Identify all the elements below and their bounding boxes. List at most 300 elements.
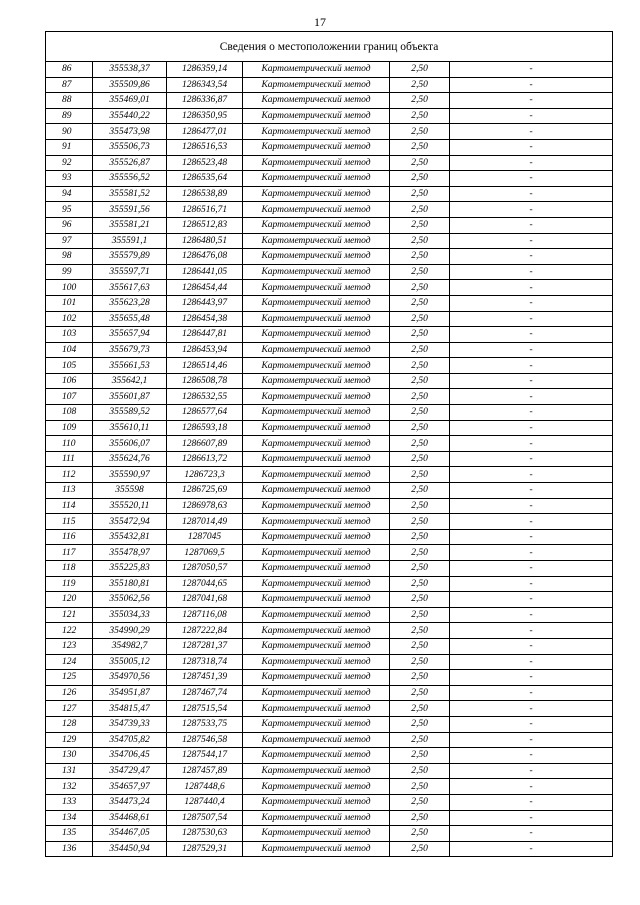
method-cell: Картометрический метод (243, 607, 390, 623)
accuracy-cell: 2,50 (390, 171, 450, 187)
accuracy-cell: 2,50 (390, 498, 450, 514)
y-coordinate-cell: 1286336,87 (167, 93, 243, 109)
point-number-cell: 93 (46, 171, 93, 187)
point-number-cell: 103 (46, 327, 93, 343)
description-cell: - (450, 342, 613, 358)
method-cell: Картометрический метод (243, 545, 390, 561)
method-cell: Картометрический метод (243, 467, 390, 483)
point-number-cell: 101 (46, 295, 93, 311)
point-number-cell: 120 (46, 592, 93, 608)
description-cell: - (450, 810, 613, 826)
method-cell: Картометрический метод (243, 654, 390, 670)
x-coordinate-cell: 355478,97 (93, 545, 167, 561)
y-coordinate-cell: 1286516,53 (167, 139, 243, 155)
y-coordinate-cell: 1286538,89 (167, 186, 243, 202)
accuracy-cell: 2,50 (390, 264, 450, 280)
table-row (46, 514, 613, 530)
table-row (46, 670, 613, 686)
method-cell: Картометрический метод (243, 576, 390, 592)
x-coordinate-cell: 355589,52 (93, 405, 167, 421)
description-cell: - (450, 139, 613, 155)
table-row (46, 498, 613, 514)
point-number-cell: 91 (46, 139, 93, 155)
point-number-cell: 90 (46, 124, 93, 140)
x-coordinate-cell: 355526,87 (93, 155, 167, 171)
y-coordinate-cell: 1287044,65 (167, 576, 243, 592)
y-coordinate-cell: 1286441,05 (167, 264, 243, 280)
point-number-cell: 133 (46, 794, 93, 810)
description-cell: - (450, 514, 613, 530)
y-coordinate-cell: 1287448,6 (167, 779, 243, 795)
table-row (46, 592, 613, 608)
description-cell: - (450, 716, 613, 732)
accuracy-cell: 2,50 (390, 545, 450, 561)
table-row (46, 561, 613, 577)
table-row (46, 483, 613, 499)
description-cell: - (450, 77, 613, 93)
table-row (46, 826, 613, 842)
accuracy-cell: 2,50 (390, 592, 450, 608)
table-row (46, 576, 613, 592)
point-number-cell: 106 (46, 373, 93, 389)
x-coordinate-cell: 355598 (93, 483, 167, 499)
y-coordinate-cell: 1287041,68 (167, 592, 243, 608)
point-number-cell: 97 (46, 233, 93, 249)
point-number-cell: 119 (46, 576, 93, 592)
table-row (46, 327, 613, 343)
point-number-cell: 130 (46, 748, 93, 764)
method-cell: Картометрический метод (243, 280, 390, 296)
method-cell: Картометрический метод (243, 62, 390, 78)
method-cell: Картометрический метод (243, 249, 390, 265)
y-coordinate-cell: 1286359,14 (167, 62, 243, 78)
point-number-cell: 111 (46, 451, 93, 467)
x-coordinate-cell: 355469,01 (93, 93, 167, 109)
method-cell: Картометрический метод (243, 420, 390, 436)
description-cell: - (450, 280, 613, 296)
x-coordinate-cell: 355034,33 (93, 607, 167, 623)
y-coordinate-cell: 1287050,57 (167, 561, 243, 577)
y-coordinate-cell: 1287533,75 (167, 716, 243, 732)
accuracy-cell: 2,50 (390, 654, 450, 670)
y-coordinate-cell: 1286476,08 (167, 249, 243, 265)
table-row (46, 748, 613, 764)
description-cell: - (450, 529, 613, 545)
method-cell: Картометрический метод (243, 93, 390, 109)
accuracy-cell: 2,50 (390, 405, 450, 421)
accuracy-cell: 2,50 (390, 233, 450, 249)
point-number-cell: 136 (46, 841, 93, 857)
description-cell: - (450, 576, 613, 592)
accuracy-cell: 2,50 (390, 467, 450, 483)
method-cell: Картометрический метод (243, 638, 390, 654)
y-coordinate-cell: 1286607,89 (167, 436, 243, 452)
table-row (46, 264, 613, 280)
method-cell: Картометрический метод (243, 451, 390, 467)
y-coordinate-cell: 1286443,97 (167, 295, 243, 311)
accuracy-cell: 2,50 (390, 295, 450, 311)
x-coordinate-cell: 354970,56 (93, 670, 167, 686)
description-cell: - (450, 654, 613, 670)
method-cell: Картометрический метод (243, 171, 390, 187)
table-row (46, 217, 613, 233)
point-number-cell: 99 (46, 264, 93, 280)
point-number-cell: 135 (46, 826, 93, 842)
method-cell: Картометрический метод (243, 748, 390, 764)
table-row (46, 249, 613, 265)
description-cell: - (450, 311, 613, 327)
description-cell: - (450, 420, 613, 436)
table-row (46, 202, 613, 218)
point-number-cell: 131 (46, 763, 93, 779)
table-row (46, 701, 613, 717)
y-coordinate-cell: 1286978,63 (167, 498, 243, 514)
point-number-cell: 122 (46, 623, 93, 639)
table-row (46, 280, 613, 296)
table-row (46, 607, 613, 623)
point-number-cell: 132 (46, 779, 93, 795)
x-coordinate-cell: 355657,94 (93, 327, 167, 343)
point-number-cell: 86 (46, 62, 93, 78)
description-cell: - (450, 108, 613, 124)
method-cell: Картометрический метод (243, 826, 390, 842)
point-number-cell: 100 (46, 280, 93, 296)
description-cell: - (450, 249, 613, 265)
accuracy-cell: 2,50 (390, 62, 450, 78)
y-coordinate-cell: 1286535,64 (167, 171, 243, 187)
accuracy-cell: 2,50 (390, 748, 450, 764)
table-row (46, 420, 613, 436)
description-cell: - (450, 124, 613, 140)
accuracy-cell: 2,50 (390, 342, 450, 358)
method-cell: Картометрический метод (243, 701, 390, 717)
accuracy-cell: 2,50 (390, 389, 450, 405)
point-number-cell: 87 (46, 77, 93, 93)
point-number-cell: 125 (46, 670, 93, 686)
description-cell: - (450, 483, 613, 499)
table-row (46, 233, 613, 249)
x-coordinate-cell: 354815,47 (93, 701, 167, 717)
x-coordinate-cell: 354729,47 (93, 763, 167, 779)
y-coordinate-cell: 1286723,3 (167, 467, 243, 483)
method-cell: Картометрический метод (243, 623, 390, 639)
description-cell: - (450, 592, 613, 608)
description-cell: - (450, 62, 613, 78)
method-cell: Картометрический метод (243, 389, 390, 405)
x-coordinate-cell: 355606,07 (93, 436, 167, 452)
method-cell: Картометрический метод (243, 186, 390, 202)
method-cell: Картометрический метод (243, 311, 390, 327)
point-number-cell: 129 (46, 732, 93, 748)
description-cell: - (450, 373, 613, 389)
table-row (46, 373, 613, 389)
point-number-cell: 102 (46, 311, 93, 327)
accuracy-cell: 2,50 (390, 732, 450, 748)
x-coordinate-cell: 354468,61 (93, 810, 167, 826)
table-row (46, 139, 613, 155)
x-coordinate-cell: 354990,29 (93, 623, 167, 639)
point-number-cell: 96 (46, 217, 93, 233)
y-coordinate-cell: 1286454,38 (167, 311, 243, 327)
accuracy-cell: 2,50 (390, 108, 450, 124)
table-row (46, 794, 613, 810)
x-coordinate-cell: 355590,97 (93, 467, 167, 483)
x-coordinate-cell: 355601,87 (93, 389, 167, 405)
x-coordinate-cell: 355472,94 (93, 514, 167, 530)
accuracy-cell: 2,50 (390, 670, 450, 686)
y-coordinate-cell: 1287544,17 (167, 748, 243, 764)
table-title: Сведения о местоположении границ объекта (46, 32, 613, 62)
y-coordinate-cell: 1286343,54 (167, 77, 243, 93)
x-coordinate-cell: 355623,28 (93, 295, 167, 311)
x-coordinate-cell: 355538,37 (93, 62, 167, 78)
accuracy-cell: 2,50 (390, 124, 450, 140)
method-cell: Картометрический метод (243, 670, 390, 686)
x-coordinate-cell: 355624,76 (93, 451, 167, 467)
method-cell: Картометрический метод (243, 779, 390, 795)
description-cell: - (450, 93, 613, 109)
method-cell: Картометрический метод (243, 202, 390, 218)
method-cell: Картометрический метод (243, 264, 390, 280)
y-coordinate-cell: 1287318,74 (167, 654, 243, 670)
y-coordinate-cell: 1287440,4 (167, 794, 243, 810)
table-row (46, 638, 613, 654)
method-cell: Картометрический метод (243, 841, 390, 857)
point-number-cell: 115 (46, 514, 93, 530)
x-coordinate-cell: 354951,87 (93, 685, 167, 701)
y-coordinate-cell: 1287467,74 (167, 685, 243, 701)
y-coordinate-cell: 1286512,83 (167, 217, 243, 233)
point-number-cell: 107 (46, 389, 93, 405)
table-row (46, 716, 613, 732)
description-cell: - (450, 794, 613, 810)
y-coordinate-cell: 1286593,18 (167, 420, 243, 436)
point-number-cell: 95 (46, 202, 93, 218)
y-coordinate-cell: 1287281,37 (167, 638, 243, 654)
x-coordinate-cell: 355180,81 (93, 576, 167, 592)
table-row (46, 186, 613, 202)
point-number-cell: 109 (46, 420, 93, 436)
point-number-cell: 112 (46, 467, 93, 483)
method-cell: Картометрический метод (243, 233, 390, 249)
y-coordinate-cell: 1287116,08 (167, 607, 243, 623)
accuracy-cell: 2,50 (390, 420, 450, 436)
accuracy-cell: 2,50 (390, 716, 450, 732)
accuracy-cell: 2,50 (390, 202, 450, 218)
y-coordinate-cell: 1286480,51 (167, 233, 243, 249)
accuracy-cell: 2,50 (390, 623, 450, 639)
accuracy-cell: 2,50 (390, 249, 450, 265)
table-row (46, 124, 613, 140)
y-coordinate-cell: 1286613,72 (167, 451, 243, 467)
x-coordinate-cell: 355610,11 (93, 420, 167, 436)
accuracy-cell: 2,50 (390, 561, 450, 577)
method-cell: Картометрический метод (243, 794, 390, 810)
point-number-cell: 114 (46, 498, 93, 514)
accuracy-cell: 2,50 (390, 529, 450, 545)
description-cell: - (450, 763, 613, 779)
point-number-cell: 124 (46, 654, 93, 670)
method-cell: Картометрический метод (243, 295, 390, 311)
y-coordinate-cell: 1286477,01 (167, 124, 243, 140)
y-coordinate-cell: 1286577,64 (167, 405, 243, 421)
method-cell: Картометрический метод (243, 327, 390, 343)
method-cell: Картометрический метод (243, 139, 390, 155)
point-number-cell: 117 (46, 545, 93, 561)
description-cell: - (450, 295, 613, 311)
point-number-cell: 108 (46, 405, 93, 421)
y-coordinate-cell: 1287530,63 (167, 826, 243, 842)
x-coordinate-cell: 355506,73 (93, 139, 167, 155)
method-cell: Картометрический метод (243, 108, 390, 124)
x-coordinate-cell: 354473,24 (93, 794, 167, 810)
x-coordinate-cell: 355591,1 (93, 233, 167, 249)
method-cell: Картометрический метод (243, 763, 390, 779)
accuracy-cell: 2,50 (390, 794, 450, 810)
method-cell: Картометрический метод (243, 405, 390, 421)
point-number-cell: 110 (46, 436, 93, 452)
point-number-cell: 98 (46, 249, 93, 265)
y-coordinate-cell: 1287451,39 (167, 670, 243, 686)
x-coordinate-cell: 354706,45 (93, 748, 167, 764)
accuracy-cell: 2,50 (390, 139, 450, 155)
y-coordinate-cell: 1287069,5 (167, 545, 243, 561)
table-row (46, 358, 613, 374)
method-cell: Картометрический метод (243, 342, 390, 358)
y-coordinate-cell: 1287546,58 (167, 732, 243, 748)
accuracy-cell: 2,50 (390, 763, 450, 779)
accuracy-cell: 2,50 (390, 358, 450, 374)
x-coordinate-cell: 355597,71 (93, 264, 167, 280)
x-coordinate-cell: 355432,81 (93, 529, 167, 545)
point-number-cell: 94 (46, 186, 93, 202)
table-row (46, 623, 613, 639)
point-number-cell: 134 (46, 810, 93, 826)
x-coordinate-cell: 354657,97 (93, 779, 167, 795)
description-cell: - (450, 498, 613, 514)
description-cell: - (450, 623, 613, 639)
description-cell: - (450, 171, 613, 187)
table-row (46, 810, 613, 826)
x-coordinate-cell: 354467,05 (93, 826, 167, 842)
accuracy-cell: 2,50 (390, 77, 450, 93)
y-coordinate-cell: 1287515,54 (167, 701, 243, 717)
accuracy-cell: 2,50 (390, 576, 450, 592)
x-coordinate-cell: 355062,56 (93, 592, 167, 608)
point-number-cell: 92 (46, 155, 93, 171)
point-number-cell: 113 (46, 483, 93, 499)
y-coordinate-cell: 1286350,95 (167, 108, 243, 124)
y-coordinate-cell: 1286516,71 (167, 202, 243, 218)
description-cell: - (450, 155, 613, 171)
y-coordinate-cell: 1286508,78 (167, 373, 243, 389)
method-cell: Картометрический метод (243, 483, 390, 499)
description-cell: - (450, 358, 613, 374)
accuracy-cell: 2,50 (390, 186, 450, 202)
description-cell: - (450, 638, 613, 654)
table-row (46, 93, 613, 109)
y-coordinate-cell: 1286453,94 (167, 342, 243, 358)
x-coordinate-cell: 355520,11 (93, 498, 167, 514)
method-cell: Картометрический метод (243, 77, 390, 93)
x-coordinate-cell: 355509,86 (93, 77, 167, 93)
point-number-cell: 123 (46, 638, 93, 654)
table-header-row (46, 32, 613, 62)
description-cell: - (450, 670, 613, 686)
description-cell: - (450, 545, 613, 561)
method-cell: Картометрический метод (243, 529, 390, 545)
x-coordinate-cell: 355440,22 (93, 108, 167, 124)
table-row (46, 295, 613, 311)
description-cell: - (450, 561, 613, 577)
table-row (46, 436, 613, 452)
table-row (46, 389, 613, 405)
table-row (46, 108, 613, 124)
boundary-coordinates-table (45, 31, 613, 857)
x-coordinate-cell: 354450,94 (93, 841, 167, 857)
accuracy-cell: 2,50 (390, 779, 450, 795)
point-number-cell: 118 (46, 561, 93, 577)
y-coordinate-cell: 1287507,54 (167, 810, 243, 826)
description-cell: - (450, 685, 613, 701)
description-cell: - (450, 233, 613, 249)
method-cell: Картометрический метод (243, 810, 390, 826)
x-coordinate-cell: 354982,7 (93, 638, 167, 654)
point-number-cell: 88 (46, 93, 93, 109)
x-coordinate-cell: 355617,63 (93, 280, 167, 296)
method-cell: Картометрический метод (243, 498, 390, 514)
accuracy-cell: 2,50 (390, 327, 450, 343)
method-cell: Картометрический метод (243, 514, 390, 530)
method-cell: Картометрический метод (243, 592, 390, 608)
description-cell: - (450, 327, 613, 343)
accuracy-cell: 2,50 (390, 483, 450, 499)
page-number: 17 (314, 15, 326, 29)
table-row (46, 763, 613, 779)
description-cell: - (450, 217, 613, 233)
accuracy-cell: 2,50 (390, 638, 450, 654)
x-coordinate-cell: 355005,12 (93, 654, 167, 670)
description-cell: - (450, 405, 613, 421)
y-coordinate-cell: 1286454,44 (167, 280, 243, 296)
method-cell: Картометрический метод (243, 217, 390, 233)
accuracy-cell: 2,50 (390, 280, 450, 296)
point-number-cell: 104 (46, 342, 93, 358)
description-cell: - (450, 389, 613, 405)
description-cell: - (450, 841, 613, 857)
table-row (46, 654, 613, 670)
table-row (46, 405, 613, 421)
y-coordinate-cell: 1287045 (167, 529, 243, 545)
accuracy-cell: 2,50 (390, 826, 450, 842)
method-cell: Картометрический метод (243, 685, 390, 701)
description-cell: - (450, 748, 613, 764)
y-coordinate-cell: 1286725,69 (167, 483, 243, 499)
accuracy-cell: 2,50 (390, 373, 450, 389)
description-cell: - (450, 436, 613, 452)
y-coordinate-cell: 1287529,31 (167, 841, 243, 857)
description-cell: - (450, 451, 613, 467)
method-cell: Картометрический метод (243, 716, 390, 732)
method-cell: Картометрический метод (243, 155, 390, 171)
x-coordinate-cell: 355679,73 (93, 342, 167, 358)
accuracy-cell: 2,50 (390, 841, 450, 857)
table-row (46, 311, 613, 327)
table-row (46, 685, 613, 701)
description-cell: - (450, 186, 613, 202)
point-number-cell: 126 (46, 685, 93, 701)
method-cell: Картометрический метод (243, 373, 390, 389)
